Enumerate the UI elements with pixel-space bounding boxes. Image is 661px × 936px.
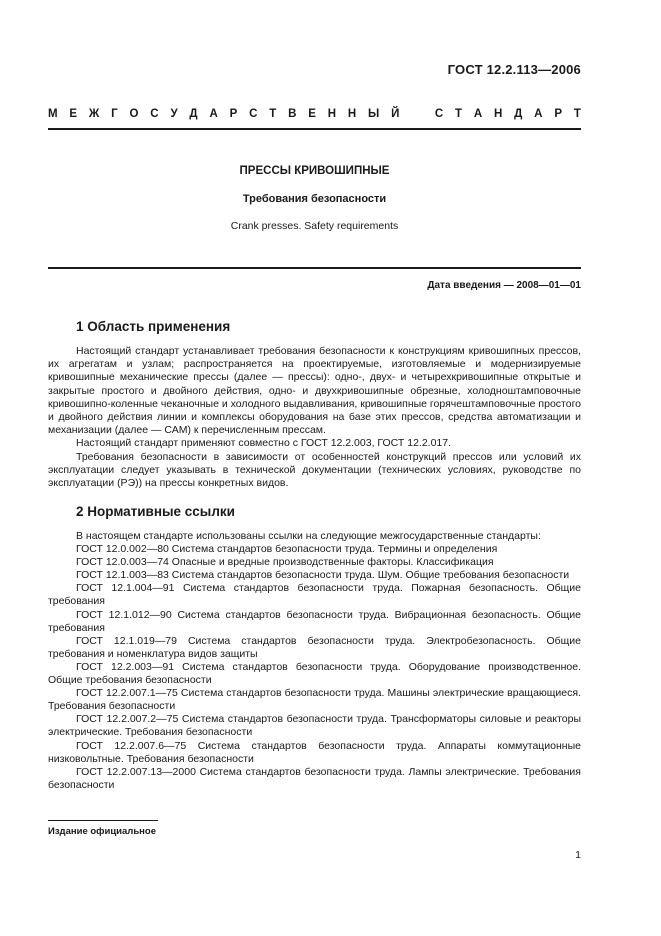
banner-letter: М: [48, 108, 58, 120]
banner-letter: Т: [455, 108, 463, 120]
banner-letter: Ж: [88, 108, 100, 120]
banner-letter: Е: [308, 108, 316, 120]
header-rule: [48, 128, 581, 130]
english-title: Crank presses. Safety requirements: [230, 220, 399, 232]
introduction-date: Дата введения — 2008—01—01: [427, 280, 581, 291]
banner-letter: А: [473, 108, 483, 120]
reference-item: ГОСТ 12.2.007.6—75 Система стандартов безопасности труда. Аппараты коммутационные низковольтные. Требования безопасности: [48, 739, 581, 765]
banner-letter: Е: [69, 108, 78, 120]
section-1-heading: 1 Область применения: [76, 319, 231, 334]
reference-item: ГОСТ 12.1.003—83 Система стандартов безопасности труда. Шум. Общие требования безопасности: [76, 569, 570, 582]
reference-item: ГОСТ 12.1.019—79 Система стандартов безопасности труда. Электробезопасность. Общие требования и номенклатура видов защиты: [48, 634, 581, 660]
section-2-heading: 2 Нормативные ссылки: [76, 504, 235, 519]
document-subtitle: Требования безопасности: [242, 193, 387, 205]
banner-letter: Т: [269, 108, 277, 120]
banner-letter: Г: [111, 108, 118, 120]
banner-letter: Ы: [368, 108, 380, 120]
banner-letter: Н: [327, 108, 337, 120]
banner-letter: Д: [514, 108, 523, 120]
banner-letter: Р: [229, 108, 238, 120]
banner-letter: Т: [573, 108, 581, 120]
interstate-standard-banner: [48, 108, 581, 120]
paragraph: Настоящий стандарт устанавливает требования безопасности к конструкциям кривошипных прессов, их агрегатам и узлам; распространяется на проектируемые, изготовляемые и модернизируемые кривошипные механические прессы (далее — прессы): одно-, двух- и четырехкривошипные открытые и закрытые простого и двойного действия, одно- и двухкривошипные обрезные, холодноштамповочные кривошипно-коленные чеканочные и холодного выдавливания, кривошипные горячештамповочные простого и двойного действия линии и комплексы оборудования на базе этих прессов, средства автоматизации и механизации (далее — САМ) к перечисленным прессам.: [48, 345, 582, 437]
references-intro: В настоящем стандарте использованы ссылки на следующие межгосударственные стандарты:: [76, 530, 541, 542]
reference-item: ГОСТ 12.2.007.1—75 Система стандартов безопасности труда. Машины электрические вращающиеся. Требования безопасности: [48, 687, 581, 713]
banner-letter: У: [170, 108, 178, 120]
paragraph: Настоящий стандарт применяют совместно с ГОСТ 12.2.003, ГОСТ 12.2.017.: [76, 437, 452, 450]
banner-letter: О: [129, 108, 139, 120]
section-1-body: [48, 345, 581, 490]
reference-item: ГОСТ 12.2.003—91 Система стандартов безопасности труда. Оборудование производственное. Общие требования безопасности: [48, 660, 581, 687]
reference-item: ГОСТ 12.1.004—91 Система стандартов безопасности труда. Пожарная безопасность. Общие требования: [48, 582, 581, 608]
banner-letter: Д: [189, 108, 198, 120]
document-title: ПРЕССЫ КРИВОШИПНЫЕ: [239, 165, 390, 177]
banner-letter: А: [534, 108, 543, 120]
reference-item: ГОСТ 12.2.007.13—2000 Система стандартов безопасности труда. Лампы электрические. Требования безопасности: [48, 765, 581, 791]
banner-letter: С: [150, 108, 159, 120]
reference-item: ГОСТ 12.2.007.2—75 Система стандартов безопасности труда. Трансформаторы силовые и реакторы электрические. Требования безопасности: [48, 713, 581, 739]
banner-letter: Н: [494, 108, 503, 120]
banner-letter: С: [434, 108, 444, 120]
reference-item: ГОСТ 12.0.003—74 Опасные и вредные производственные факторы. Классификация: [76, 556, 494, 569]
paragraph: Требования безопасности в зависимости от особенностей конструкций прессов или условий их эксплуатации следует указывать в технической документации (технических условиях, руководстве по эксплуатации (РЭ)) на прессы конкретных видов.: [48, 450, 581, 490]
banner-letter: Н: [347, 108, 357, 120]
page-number: 1: [575, 849, 581, 861]
banner-letter: Р: [554, 108, 562, 120]
banner-letter: С: [249, 108, 258, 120]
title-rule: [48, 267, 581, 269]
reference-item: ГОСТ 12.1.012—90 Система стандартов безопасности труда. Вибрационная безопасность. Общие требования: [48, 608, 581, 634]
banner-letter: Й: [391, 108, 400, 120]
gost-code: ГОСТ 12.2.113—2006: [447, 62, 581, 77]
reference-item: ГОСТ 12.0.002—80 Система стандартов безопасности труда. Термины и определения: [76, 543, 498, 556]
official-edition-label: Издание официальное: [48, 826, 156, 837]
footer-rule: [48, 820, 158, 821]
normative-references: [48, 530, 581, 792]
banner-letter: А: [209, 108, 218, 120]
banner-letter: В: [288, 108, 297, 120]
